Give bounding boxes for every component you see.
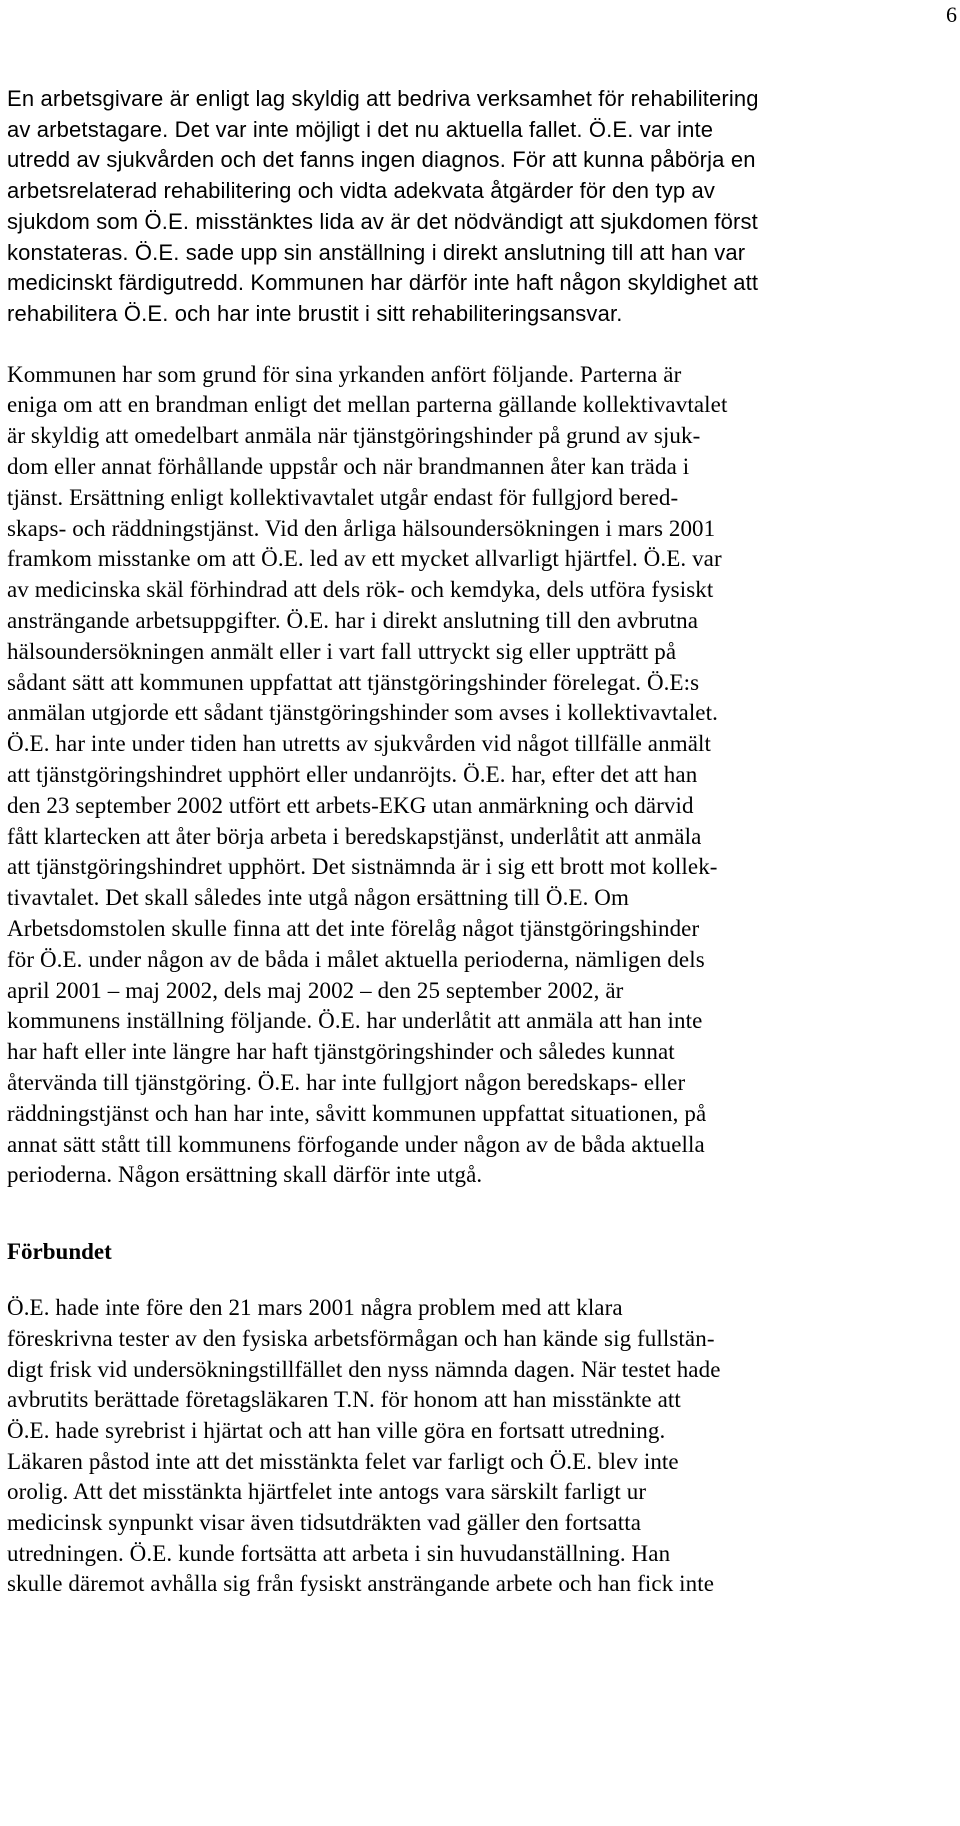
text-line: av medicinska skäl förhindrad att dels rök- och kemdyka, dels utföra fysiskt (7, 577, 714, 603)
text-line: perioderna. Någon ersättning skall därför inte utgå. (7, 1162, 483, 1188)
text-line: Ö.E. har inte under tiden han utretts av sjukvården vid något tillfälle anmält (7, 731, 711, 757)
paragraph-3 (7, 1293, 947, 1600)
text-line: anmälan utgjorde ett sådant tjänstgöringshinder som avses i kollektivavtalet. (7, 700, 718, 726)
text-line: Ö.E. hade syrebrist i hjärtat och att han ville göra en fortsatt utredning. (7, 1417, 666, 1443)
text-line: orolig. Att det misstänkta hjärtfelet inte antogs vara särskilt farligt ur (7, 1479, 647, 1505)
text-line: fått klartecken att åter börja arbeta i beredskapstjänst, underlåtit att anmäla (7, 823, 702, 849)
paragraph-1 (7, 84, 947, 330)
text-line: att tjänstgöringshindret upphört. Det sistnämnda är i sig ett brott mot kollek- (7, 854, 718, 880)
text-line: tivavtalet. Det skall således inte utgå någon ersättning till Ö.E. Om (7, 885, 630, 911)
text-line: eniga om att en brandman enligt det mellan parterna gällande kollektivavtalet (7, 392, 728, 418)
text-line: framkom misstanke om att Ö.E. led av ett mycket allvarligt hjärtfel. Ö.E. var (7, 546, 722, 572)
text-line: rehabilitera Ö.E. och har inte brustit i sitt rehabiliteringsansvar. (7, 300, 623, 326)
text-line: att tjänstgöringshindret upphört eller undanröjts. Ö.E. har, efter det att han (7, 761, 698, 787)
paragraph-2 (7, 360, 947, 1192)
text-line: Läkaren påstod inte att det misstänkta felet var farligt och Ö.E. blev inte (7, 1448, 679, 1474)
text-line: utredd av sjukvården och det fanns ingen diagnos. För att kunna påbörja en (7, 147, 756, 173)
text-line: hälsoundersökningen anmält eller i vart fall uttryckt sig eller uppträtt på (7, 638, 677, 664)
text-line: sjukdom som Ö.E. misstänktes lida av är det nödvändigt att sjukdomen först (7, 208, 758, 234)
text-line: återvända till tjänstgöring. Ö.E. har inte fullgjort någon beredskaps- eller (7, 1069, 686, 1095)
text-line: föreskrivna tester av den fysiska arbetsförmågan och han kände sig fullstän- (7, 1325, 715, 1351)
text-line: dom eller annat förhållande uppstår och när brandmannen åter kan träda i (7, 454, 690, 480)
document-body (7, 84, 947, 1600)
text-line: av arbetstagare. Det var inte möjligt i det nu aktuella fallet. Ö.E. var inte (7, 116, 714, 142)
text-line: arbetsrelaterad rehabilitering och vidta adekvata åtgärder för den typ av (7, 178, 716, 204)
text-line: har haft eller inte längre har haft tjänstgöringshinder och således kunnat (7, 1039, 675, 1065)
section-heading: Förbundet (7, 1239, 112, 1265)
text-line: skaps- och räddningstjänst. Vid den årliga hälsoundersökningen i mars 2001 (7, 515, 716, 541)
text-line: räddningstjänst och han har inte, såvitt kommunen uppfattat situationen, på (7, 1100, 707, 1126)
text-line: för Ö.E. under någon av de båda i målet aktuella perioderna, nämligen dels (7, 946, 705, 972)
text-line: Kommunen har som grund för sina yrkanden anfört följande. Parterna är (7, 361, 682, 387)
text-line: digt frisk vid undersökningstillfället den nyss nämnda dagen. När testet hade (7, 1356, 721, 1382)
text-line: avbrutits berättade företagsläkaren T.N. för honom att han misstänkte att (7, 1387, 681, 1413)
text-line: Ö.E. hade inte före den 21 mars 2001 några problem med att klara (7, 1295, 623, 1321)
text-line: tjänst. Ersättning enligt kollektivavtalet utgår endast för fullgjord bered- (7, 484, 679, 510)
text-line: medicinskt färdigutredd. Kommunen har därför inte haft någon skyldighet att (7, 270, 759, 296)
text-line: ansträngande arbetsuppgifter. Ö.E. har i direkt anslutning till den avbrutna (7, 608, 699, 633)
text-line: sådant sätt att kommunen uppfattat att tjänstgöringshinder förelegat. Ö.E:s (7, 669, 700, 695)
text-line: utredningen. Ö.E. kunde fortsätta att arbeta i sin huvudanställning. Han (7, 1540, 671, 1566)
text-line: medicinsk synpunkt visar även tidsutdräkten vad gäller den fortsatta (7, 1510, 642, 1536)
text-line: kommunens inställning följande. Ö.E. har underlåtit att anmäla att han inte (7, 1008, 703, 1034)
text-line: är skyldig att omedelbart anmäla när tjänstgöringshinder på grund av sjuk- (7, 423, 701, 449)
text-line: april 2001 – maj 2002, dels maj 2002 – den 25 september 2002, är (7, 977, 624, 1003)
text-line: En arbetsgivare är enligt lag skyldig att bedriva verksamhet för rehabilitering (7, 86, 759, 111)
text-line: skulle däremot avhålla sig från fysiskt ansträngande arbete och han fick inte (7, 1571, 715, 1597)
text-line: annat sätt stått till kommunens förfogande under någon av de båda aktuella (7, 1131, 705, 1157)
page-number: 6 (946, 2, 957, 27)
text-line: Arbetsdomstolen skulle finna att det inte förelåg något tjänstgöringshinder (7, 915, 700, 941)
text-line: den 23 september 2002 utfört ett arbets-EKG utan anmärkning och därvid (7, 792, 694, 818)
text-line: konstateras. Ö.E. sade upp sin anställning i direkt anslutning till att han var (7, 239, 746, 265)
